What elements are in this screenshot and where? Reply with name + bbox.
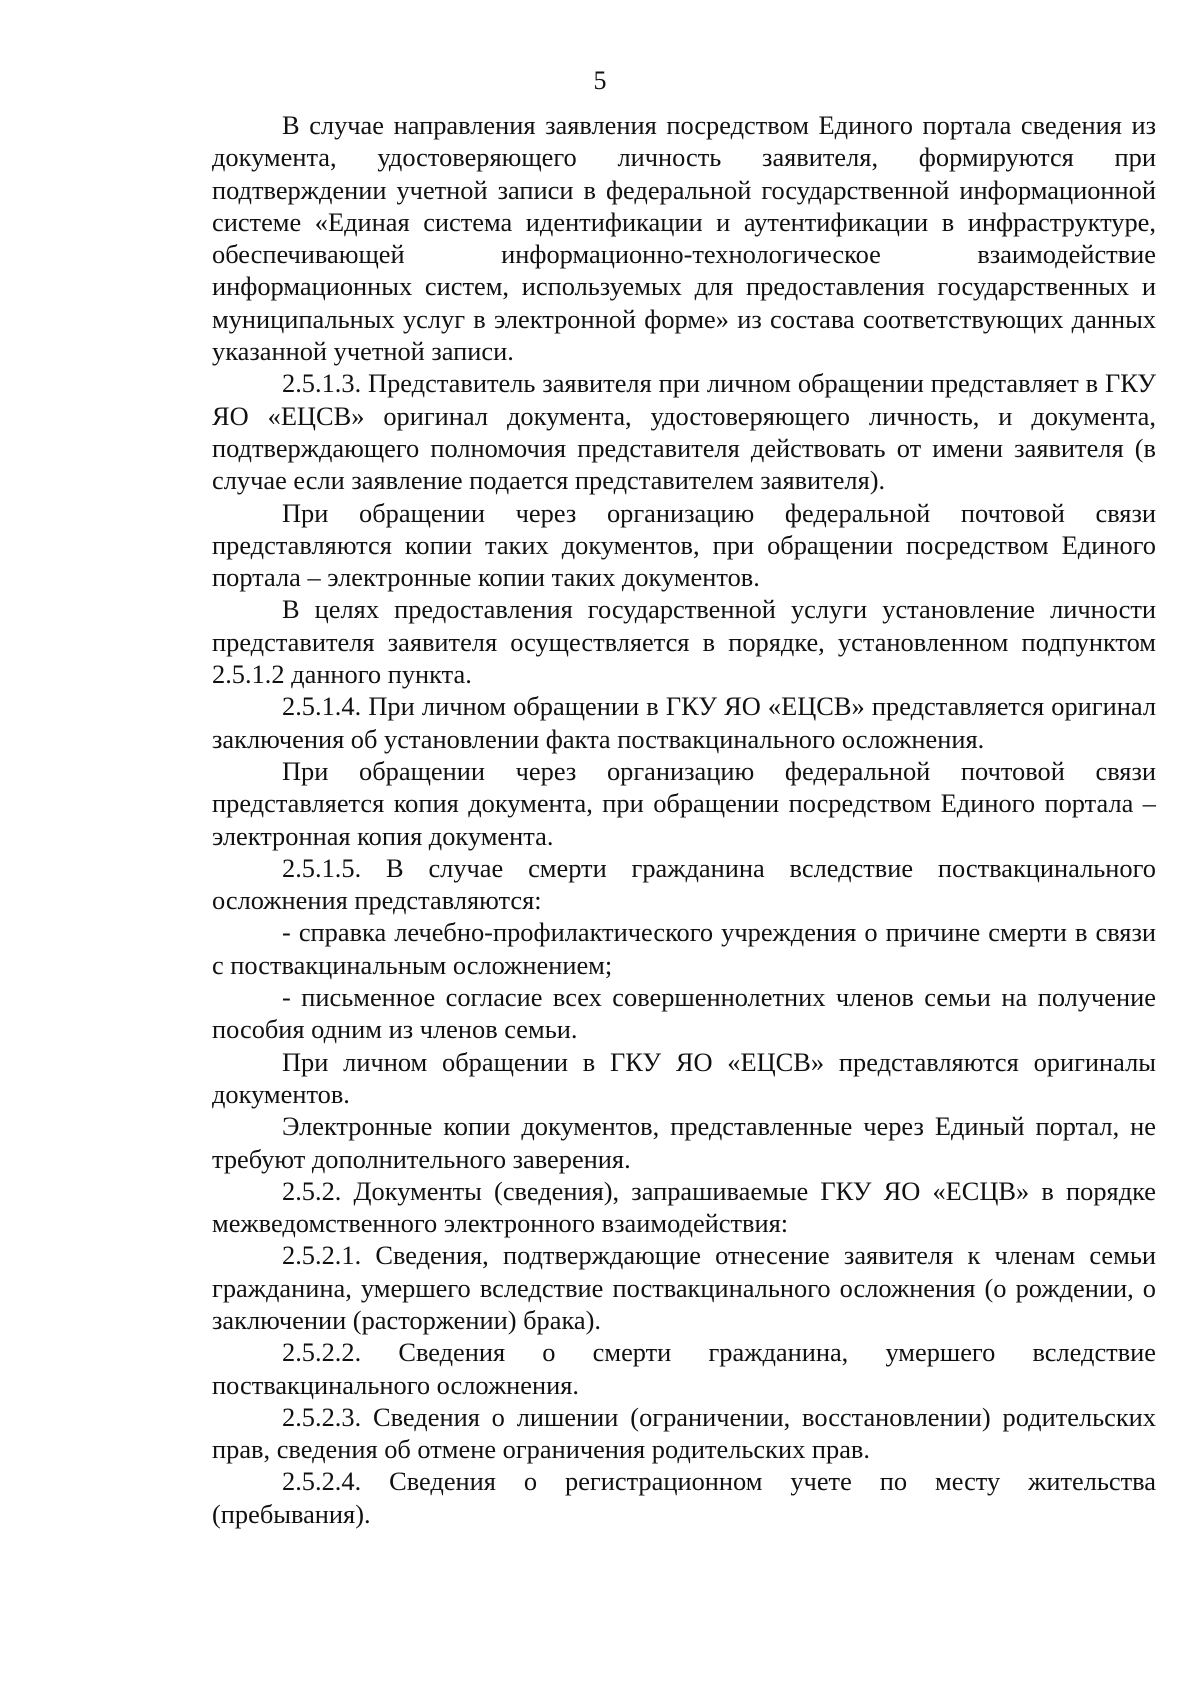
paragraph-2-5-1-3: 2.5.1.3. Представитель заявителя при личном обращении представляет в ГКУ ЯО «ЕЦСВ» оригинал документа, удостоверяющего личность, и документа, подтверждающего полномочия представителя действовать от имени заявителя (в случае если заявление подается представителем заявителя). [212, 368, 1156, 496]
paragraph-originals: При личном обращении в ГКУ ЯО «ЕЦСВ» представляются оригиналы документов. [212, 1046, 1156, 1109]
paragraph-2-5-2-4: 2.5.2.4. Сведения о регистрационном учете по месту жительства (пребывания). [212, 1466, 1156, 1529]
paragraph-unified-portal-identity: В случае направления заявления посредством Единого портала сведения из документа, удостоверяющего личность заявителя, формируются при подтверждении учетной записи в федеральной государственной информационной системе «Единая система идентификации и аутентификации в инфраструктуре, обеспечивающей информационно-технологическое взаимодействие информационных систем, используемых для предоставления государственных и муниципальных услуг в электронной форме» из состава соответствующих данных указанной учетной записи. [212, 110, 1156, 367]
list-item-medical-certificate: - справка лечебно-профилактического учреждения о причине смерти в связи с поствакцинальным осложнением; [212, 917, 1156, 980]
paragraph-postal-copies: При обращении через организацию федеральной почтовой связи представляются копии таких документов, при обращении посредством Единого портала – электронные копии таких документов. [212, 497, 1156, 593]
paragraph-2-5-1-5: 2.5.1.5. В случае смерти гражданина вследствие поствакцинального осложнения представляются: [212, 852, 1156, 916]
paragraph-electronic-copies: Электронные копии документов, представленные через Единый портал, не требуют дополнительного заверения. [212, 1111, 1156, 1174]
page-number: 5 [593, 66, 607, 95]
paragraph-2-5-2: 2.5.2. Документы (сведения), запрашиваемые ГКУ ЯО «ЕСЦВ» в порядке межведомственного электронного взаимодействия: [212, 1175, 1156, 1239]
paragraph-2-5-1-4: 2.5.1.4. При личном обращении в ГКУ ЯО «ЕЦСВ» представляется оригинал заключения об установлении факта поствакцинального осложнения. [212, 691, 1156, 754]
paragraph-2-5-2-2: 2.5.2.2. Сведения о смерти гражданина, умершего вследствие поствакцинального осложнения. [212, 1337, 1156, 1400]
list-item-family-consent: - письменное согласие всех совершеннолетних членов семьи на получение пособия одним из членов семьи. [212, 982, 1156, 1045]
paragraph-2-5-2-3: 2.5.2.3. Сведения о лишении (ограничении, восстановлении) родительских прав, сведения об отмене ограничения родительских прав. [212, 1401, 1156, 1465]
document-body [212, 109, 1156, 1530]
paragraph-2-5-2-1: 2.5.2.1. Сведения, подтверждающие отнесение заявителя к членам семьи гражданина, умершего вследствие поствакцинального осложнения (о рождении, о заключении (расторжении) брака). [212, 1240, 1156, 1335]
paragraph-representative-identity: В целях предоставления государственной услуги установление личности представителя заявителя осуществляется в порядке, установленном подпунктом 2.5.1.2 данного пункта. [212, 594, 1156, 690]
paragraph-postal-copy: При обращении через организацию федеральной почтовой связи представляется копия документа, при обращении посредством Единого портала – электронная копия документа. [212, 755, 1156, 851]
